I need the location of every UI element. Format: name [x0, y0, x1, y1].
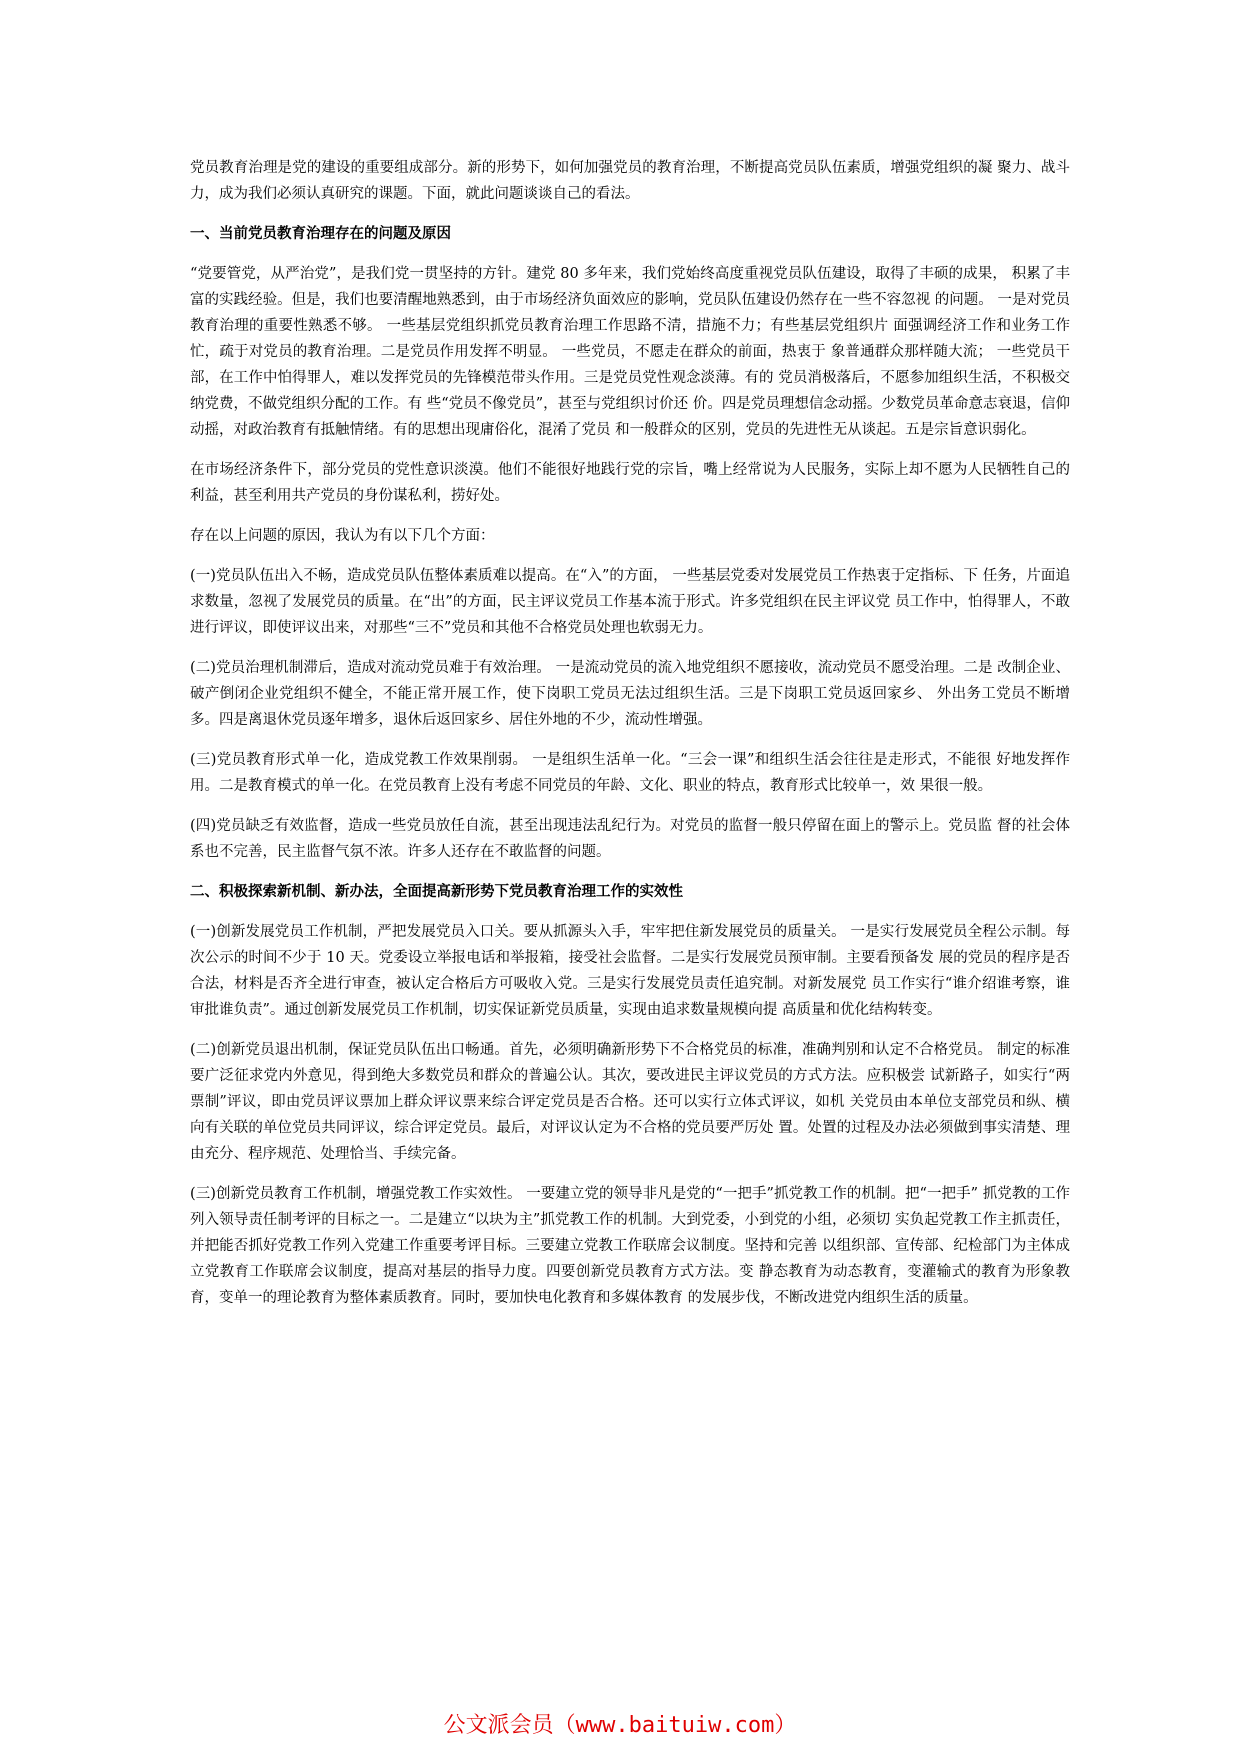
section-heading-2: 二、积极探索新机制、新办法，全面提高新形势下党员教育治理工作的实效性	[190, 884, 683, 900]
body-paragraph: (二)党员治理机制滞后，造成对流动党员难于有效治理。 一是流动党员的流入地党组织不愿接收，流动党员不愿受治理。二是 改制企业、破产倒闭企业党组织不健全，不能正常开展工作，使下岗职工党员无法过组织生活。三是下岗职工党员返回家乡、 外出务工党员不断增多。四是离退休党员逐年增多，退休后返回家乡、居住外地的不少，流动性增强。	[190, 660, 1070, 728]
body-paragraph: (三)创新党员教育工作机制，增强党教工作实效性。 一要建立党的领导非凡是党的“一把手”抓党教工作的机制。把“一把手” 抓党教的工作列入领导责任制考评的目标之一。二是建立“以块为主”抓党教工作的机制。大到党委，小到党的小组，必须切 实负起党教工作主抓责任，并把能否抓好党教工作列入党建工作重要考评目标。三要建立党教工作联席会议制度。坚持和完善 以组织部、宣传部、纪检部门为主体成立党教育工作联席会议制度，提高对基层的指导力度。四要创新党员教育方式方法。变 静态教育为动态教育，变灌输式的教育为形象教育，变单一的理论教育为整体素质教育。同时，要加快电化教育和多媒体教育 的发展步伐，不断改进党内组织生活的质量。	[190, 1186, 1070, 1306]
body-paragraph: 在市场经济条件下，部分党员的党性意识淡漠。他们不能很好地践行党的宗旨，嘴上经常说为人民服务，实际上却不愿为人民牺牲自己的利益，甚至利用共产党员的身份谋私利，捞好处。	[190, 462, 1070, 504]
body-paragraph: 存在以上问题的原因，我认为有以下几个方面：	[190, 528, 495, 544]
section-heading-1: 一、当前党员教育治理存在的问题及原因	[190, 226, 451, 242]
body-paragraph: (四)党员缺乏有效监督，造成一些党员放任自流，甚至出现违法乱纪行为。对党员的监督一般只停留在面上的警示上。党员监 督的社会体系也不完善，民主监督气氛不浓。许多人还存在不敢监督的问题。	[190, 818, 1070, 860]
body-paragraph: (一)创新发展党员工作机制，严把发展党员入口关。要从抓源头入手，牢牢把住新发展党员的质量关。 一是实行发展党员全程公示制。每次公示的时间不少于 10 天。党委设立举报电话和举报箱，接受社会监督。二是实行发展党员预审制。主要看预备发 展的党员的程序是否合法，材料是否齐全进行审查，被认定合格后方可吸收入党。三是实行发展党员责任追究制。对新发展党 员工作实行“谁介绍谁考察，谁审批谁负责”。通过创新发展党员工作机制，切实保证新党员质量，实现由追求数量规模向提 高质量和优化结构转变。	[190, 924, 1070, 1018]
intro-paragraph: 党员教育治理是党的建设的重要组成部分。新的形势下，如何加强党员的教育治理，不断提高党员队伍素质，增强党组织的凝 聚力、战斗力，成为我们必须认真研究的课题。下面，就此问题谈谈自己的看法。	[190, 160, 1070, 202]
body-paragraph: (二)创新党员退出机制，保证党员队伍出口畅通。首先，必须明确新形势下不合格党员的标准，准确判别和认定不合格党员。 制定的标准要广泛征求党内外意见，得到绝大多数党员和群众的普遍公认。其次，要改进民主评议党员的方式方法。应积极尝 试新路子，如实行“两票制”评议，即由党员评议票加上群众评议票来综合评定党员是否合格。还可以实行立体式评议，如机 关党员由本单位支部党员和纵、横向有关联的单位党员共同评议，综合评定党员。最后，对评议认定为不合格的党员要严厉处 置。处置的过程及办法必须做到事实清楚、理由充分、程序规范、处理恰当、手续完备。	[190, 1042, 1070, 1162]
body-paragraph: (一)党员队伍出入不畅，造成党员队伍整体素质难以提高。在“入”的方面， 一些基层党委对发展党员工作热衷于定指标、下 任务，片面追求数量，忽视了发展党员的质量。在“出”的方面，民主评议党员工作基本流于形式。许多党组织在民主评议党 员工作中，怕得罪人，不敢进行评议，即使评议出来，对那些“三不”党员和其他不合格党员处理也软弱无力。	[190, 568, 1070, 636]
body-paragraph: (三)党员教育形式单一化，造成党教工作效果削弱。 一是组织生活单一化。“三会一课”和组织生活会往往是走形式，不能很 好地发挥作用。二是教育模式的单一化。在党员教育上没有考虑不同党员的年龄、文化、职业的特点，教育形式比较单一，效 果很一般。	[190, 752, 1070, 794]
footer-watermark-link[interactable]: 公文派会员（www.baituiw.com）	[443, 1713, 797, 1738]
body-paragraph: “党要管党，从严治党”，是我们党一贯坚持的方针。建党 80 多年来，我们党始终高度重视党员队伍建设，取得了丰硕的成果， 积累了丰富的实践经验。但是，我们也要清醒地熟悉到，由于市场经济负面效应的影响，党员队伍建设仍然存在一些不容忽视 的问题。 一是对党员教育治理的重要性熟悉不够。 一些基层党组织抓党员教育治理工作思路不清，措施不力；有些基层党组织片 面强调经济工作和业务工作忙，疏于对党员的教育治理。二是党员作用发挥不明显。 一些党员，不愿走在群众的前面，热衷于 象普通群众那样随大流； 一些党员干部，在工作中怕得罪人，难以发挥党员的先锋模范带头作用。三是党员党性观念淡薄。有的 党员消极落后，不愿参加组织生活，不积极交纳党费，不做党组织分配的工作。有 些“党员不像党员”，甚至与党组织讨价还 价。四是党员理想信念动摇。少数党员革命意志衰退，信仰动摇，对政治教育有抵触情绪。有的思想出现庸俗化，混淆了党员 和一般群众的区别，党员的先进性无从谈起。五是宗旨意识弱化。	[190, 266, 1070, 438]
document-body	[190, 155, 1070, 1325]
